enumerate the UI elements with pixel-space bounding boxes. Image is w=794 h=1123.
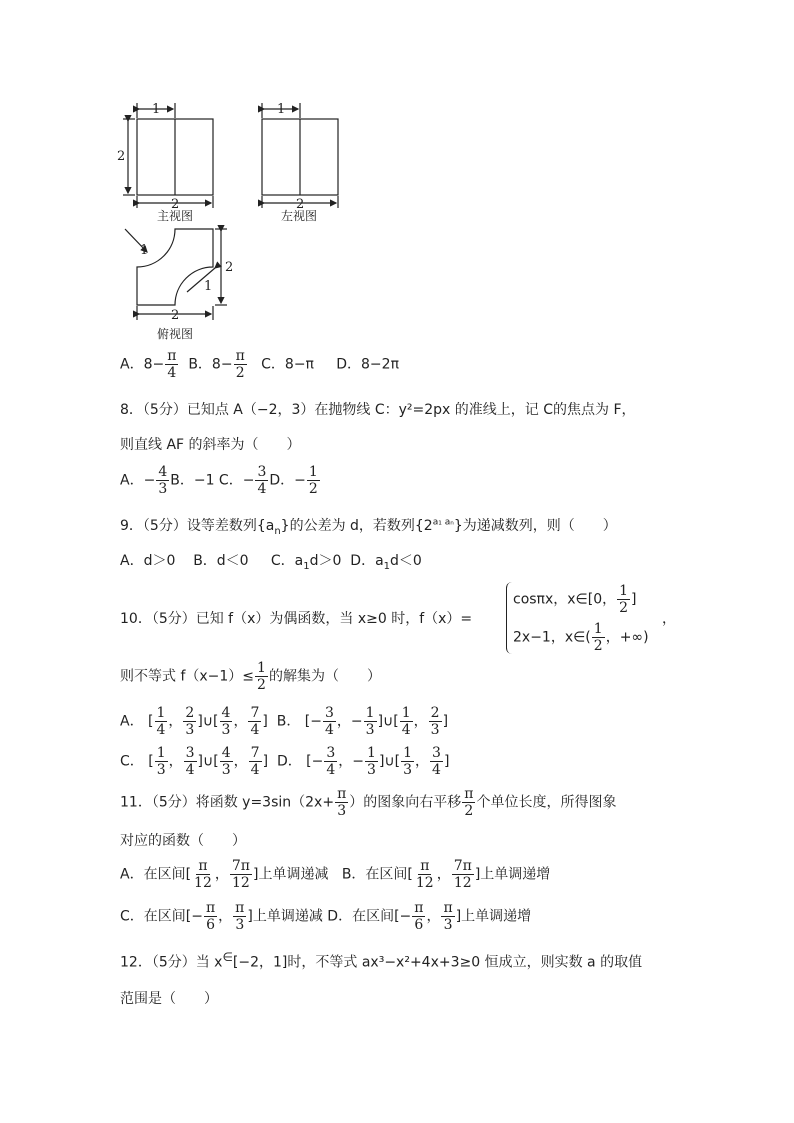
q7-option-d: D．8−2π [336, 356, 400, 373]
three-view-figure [115, 98, 345, 348]
q10-options-cd: C． [ $\frac{1}{3}$ ， $\frac{3}{4}$ ]∪[ $\frac{4}{3}$ ， $\frac{7}{4}$ ] D． [− $\frac{3}{4}$ ，− $\frac{1}{3}$ ]∪[ $\frac{1}{3}$ ， $\frac{3}{4}$ ] [120, 745, 450, 778]
q10-case2: 2x−1，x∈( $\frac{1}{2}$ ，+∞) [513, 621, 649, 654]
q7-option-c: C．8−π [261, 356, 314, 373]
q12-line2: 范围是（ ） [120, 991, 218, 1007]
q8-line1: 8．（5分）已知点 A（−2，3）在抛物线 C：y²=2px 的准线上，记 C的焦点为 F， [120, 402, 636, 418]
q7-option-a: A．8− [120, 356, 165, 373]
top-view [137, 229, 213, 305]
q12-stem: 12．（5分）当 x∈[−2，1]时，不等式 ax³−x²+4x+3≥0 恒成立，则实数 a 的取值 [120, 950, 643, 971]
q8-line2: 则直线 AF 的斜率为（ ） [120, 437, 301, 453]
q9-options: A．d＞0 B．d＜0 C．$a_1d>0$ D．$a_1d<0$ [120, 553, 422, 572]
front-dim-left: 2 [117, 149, 126, 164]
q11-line2: 对应的函数（ ） [120, 833, 246, 849]
top-dim-bottom: 2 [171, 308, 180, 323]
q10-comma: ， [662, 611, 676, 627]
q8-options: A．− $\frac{4}{3}$ B．−1 C．− $\frac{3}{4}$ D．− $\frac{1}{2}$ [120, 464, 318, 497]
q11-stem: 11．（5分）将函数 y=3sin（2x+ $\frac{\pi}{3}$ ）的图象向右平移 $\frac{\pi}{2}$ 个单位长度，所得图象 [120, 786, 617, 819]
q10-line2: 则不等式 f（x−1）≤ $\frac{1}{2}$ 的解集为（ ） [120, 660, 381, 693]
q11-options-cd: C．在区间[− $\frac{\pi}{6}$ ， $\frac{\pi}{3}$ ]上单调递减 D．在区间[− $\frac{\pi}{6}$ ， $\frac{\pi}{3}$ ]上单调递增 [120, 900, 532, 933]
top-dim-right: 2 [225, 260, 234, 275]
top-dim-r1: 1 [140, 243, 149, 258]
q10-stem: 10．（5分）已知 f（x）为偶函数，当 x≥0 时，f（x）= [120, 611, 473, 627]
q10-options-ab: A． [ $\frac{1}{4}$ ， $\frac{2}{3}$ ]∪[ $\frac{4}{3}$ ， $\frac{7}{4}$ ] B． [− $\frac{3}{4}$ ，− $\frac{1}{3}$ ]∪[ $\frac{1}{4}$ ， $\frac{2}{3}$ ] [120, 705, 449, 738]
q7-option-b: B．8− [188, 356, 233, 373]
q7-options [120, 348, 399, 381]
q10-case1: cosπx，x∈[0， $\frac{1}{2}$ ] [513, 583, 637, 616]
front-dim-top: 1 [152, 102, 161, 117]
front-dim-bottom: 2 [171, 197, 180, 212]
q9-stem: 9．（5分）设等差数列$\{a_n\}$的公差为 d，若数列$\{2^{a_1 a_n}\}$为递减数列，则（ ） [120, 517, 617, 537]
side-dim-top: 1 [277, 102, 286, 117]
front-view-label: 主视图 [157, 209, 194, 223]
top-view-label: 俯视图 [157, 327, 194, 341]
q7-a-frac: $\frac{\pi}{4}$ [167, 348, 177, 381]
top-dim-r2: 1 [204, 279, 213, 294]
q7-b-frac: $\frac{\pi}{2}$ [235, 348, 245, 381]
side-dim-bottom: 2 [296, 197, 305, 212]
q11-options-ab: A．在区间[ $\frac{\pi}{12}$ ， $\frac{7\pi}{12}$ ]上单调递减 B．在区间[ $\frac{\pi}{12}$ ， $\frac{7\pi}{12}$ ]上单调递增 [120, 858, 551, 891]
side-view-label: 左视图 [281, 209, 318, 223]
